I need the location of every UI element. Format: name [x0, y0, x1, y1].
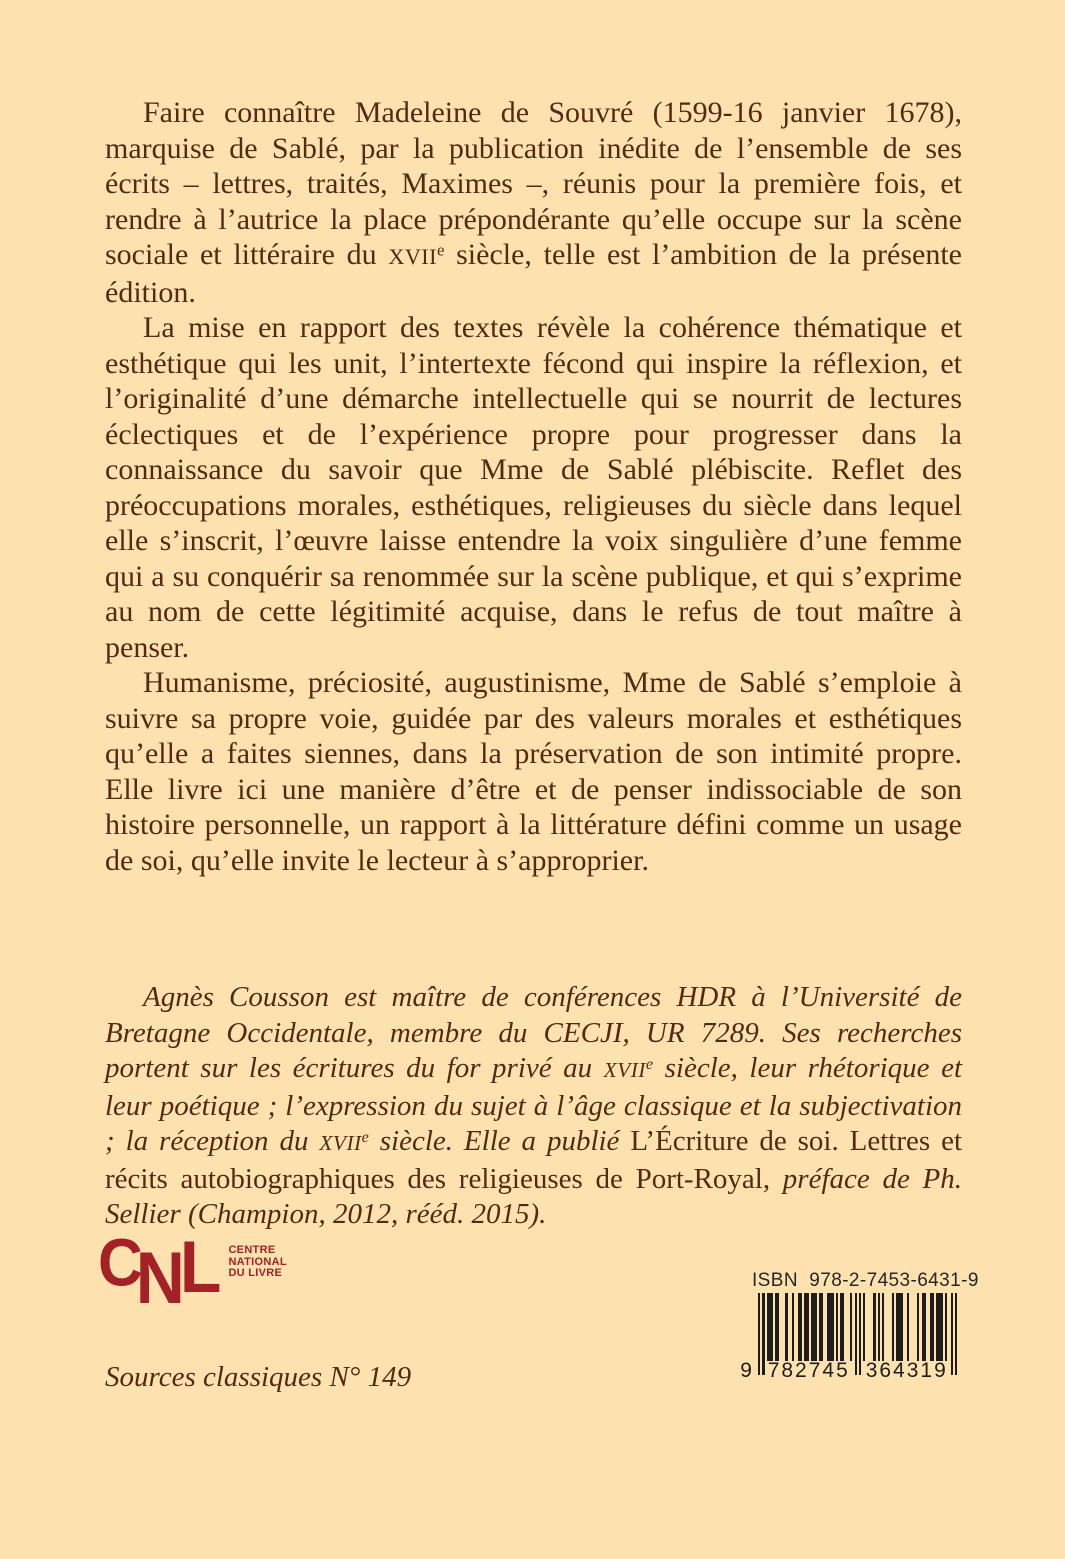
- author-bio-paragraph: Agnès Cousson est maître de conférences HDR à l’Université de Bretagne Occidentale, membre du CECJI, UR 7289. Ses recherches portent sur les écritures du for privé au XVIIe siècle, leur rhétorique et leur poétique ; l’expression du sujet à l’âge classique et la subjectivation ; la réception du XVIIe siècle. Elle a publié L’Écriture de soi. Lettres et récits autobiographiques des religieuses de Port-Royal, préface de Ph. Sellier (Champion, 2012, rééd. 2015).: [105, 981, 963, 1230]
- cnl-caption: [228, 1245, 286, 1280]
- author-bio: [105, 980, 962, 1233]
- isbn-barcode: [740, 1270, 979, 1387]
- cnl-logo-letters: [98, 1225, 222, 1320]
- collection-label: Sources classiques N° 149: [105, 1361, 412, 1393]
- barcode-bars: [740, 1293, 958, 1387]
- barcode-digit-group-2: 364319: [865, 1359, 948, 1382]
- cnl-logo: [98, 1225, 287, 1320]
- isbn-label: ISBN 978-2-7453-6431-9: [752, 1270, 979, 1291]
- cnl-caption-line-3: DU LIVRE: [228, 1267, 283, 1279]
- synopsis-paragraph-1: Faire connaître Madeleine de Souvré (1599-16 janvier 1678), marquise de Sablé, par la publication inédite de l’ensemble de ses écrits – lettres, traités, Maximes –, réunis pour la première fois, et rendre à l’autrice la place prépondérante qu’elle occupe sur la scène sociale et littéraire du XVIIe siècle, telle est l’ambition de la présente édition.: [105, 96, 962, 309]
- cnl-letter-c: C: [98, 1226, 143, 1301]
- cnl-letter-n: N: [135, 1236, 185, 1320]
- synopsis-paragraph-2: La mise en rapport des textes révèle la cohérence thématique et esthétique qui les unit, l’intertexte fécond qui inspire la réflexion, et l’originalité d’une démarche intellectuelle qui se nourrit de lectures éclectiques et de l’expérience propre pour progresser dans la connaissance du savoir que Mme de Sablé plébiscite. Reflet des préoccupations morales, esthétiques, religieuses du siècle dans lequel elle s’inscrit, l’œuvre laisse entendre la voix singulière d’une femme qui a su conquérir sa renommée sur la scène publique, et qui s’exprime au nom de cette légitimité acquise, dans le refus de tout maître à penser.: [105, 311, 962, 664]
- synopsis-paragraph-3: Humanisme, préciosité, augustinisme, Mme de Sablé s’emploie à suivre sa propre voie, guidée par des valeurs morales et esthétiques qu’elle a faites siennes, dans la préservation de son intimité propre. Elle livre ici une manière d’être et de penser indissociable de son histoire personnelle, un rapport à la littérature défini comme un usage de soi, qu’elle invite le lecteur à s’approprier.: [105, 666, 962, 877]
- cnl-letter-l: L: [179, 1225, 222, 1309]
- cnl-caption-line-2: NATIONAL: [228, 1255, 287, 1268]
- synopsis: [105, 95, 962, 878]
- cnl-caption-line-1: CENTRE: [228, 1244, 276, 1256]
- barcode-module: [955, 1293, 957, 1375]
- barcode-digit-prefix: 9: [740, 1359, 752, 1382]
- barcode-digit-group-1: 782745: [767, 1359, 850, 1382]
